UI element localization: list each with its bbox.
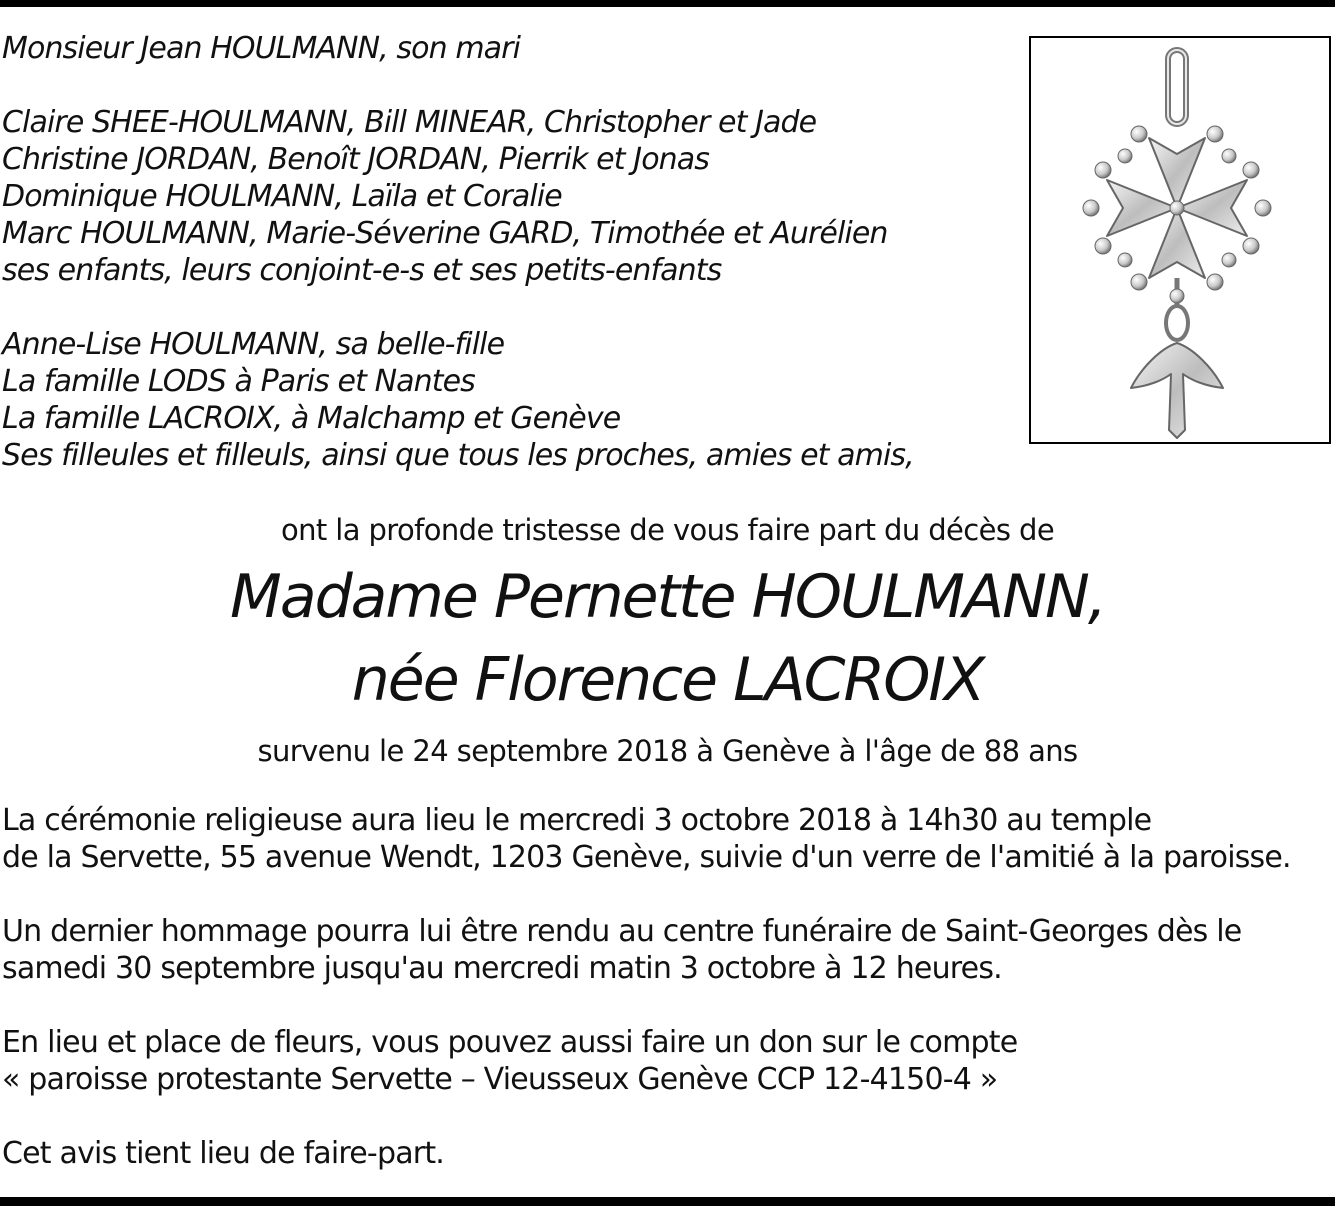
- children-summary-line: ses enfants, leurs conjoint-e-s et ses petits-enfants: [2, 253, 722, 288]
- ceremony-line: La cérémonie religieuse aura lieu le mercredi 3 octobre 2018 à 14h30 au temple: [2, 803, 1152, 838]
- child-line: Claire SHEE-HOULMANN, Bill MINEAR, Christopher et Jade: [2, 105, 817, 140]
- top-border: [0, 0, 1335, 7]
- hommage-line: Un dernier hommage pourra lui être rendu au centre funéraire de Saint-Georges dès le: [2, 914, 1242, 949]
- announcement-intro: ont la profonde tristesse de vous faire part du décès de: [280, 513, 1055, 547]
- bottom-border: [0, 1197, 1335, 1206]
- deceased-name: Madame Pernette HOULMANN,: [230, 562, 1105, 632]
- funeral-details: [2, 802, 1291, 1172]
- relative-line: La famille LODS à Paris et Nantes: [2, 364, 475, 399]
- donation-line: En lieu et place de fleurs, vous pouvez aussi faire un don sur le compte: [2, 1025, 1018, 1060]
- deceased-maiden-name: née Florence LACROIX: [351, 645, 984, 715]
- family-list: [2, 30, 914, 474]
- relative-line: La famille LACROIX, à Malchamp et Genève: [2, 401, 621, 436]
- husband-line: Monsieur Jean HOULMANN, son mari: [2, 31, 521, 66]
- relative-line: Ses filleules et filleuls, ainsi que tous les proches, amies et amis,: [2, 438, 914, 473]
- huguenot-cross-frame: [1029, 36, 1331, 444]
- ceremony-line: de la Servette, 55 avenue Wendt, 1203 Genève, suivie d'un verre de l'amitié à la paroisse.: [2, 840, 1291, 875]
- relative-line: Anne-Lise HOULMANN, sa belle-fille: [2, 327, 505, 362]
- closing-line: Cet avis tient lieu de faire-part.: [2, 1136, 445, 1171]
- hommage-line: samedi 30 septembre jusqu'au mercredi matin 3 octobre à 12 heures.: [2, 951, 1002, 986]
- child-line: Marc HOULMANN, Marie-Séverine GARD, Timothée et Aurélien: [2, 216, 888, 251]
- donation-line: « paroisse protestante Servette – Vieusseux Genève CCP 12-4150-4 »: [2, 1062, 998, 1097]
- death-date: survenu le 24 septembre 2018 à Genève à l'âge de 88 ans: [257, 734, 1078, 768]
- huguenot-cross-icon: [1031, 38, 1329, 442]
- child-line: Christine JORDAN, Benoît JORDAN, Pierrik et Jonas: [2, 142, 709, 177]
- child-line: Dominique HOULMANN, Laïla et Coralie: [2, 179, 562, 214]
